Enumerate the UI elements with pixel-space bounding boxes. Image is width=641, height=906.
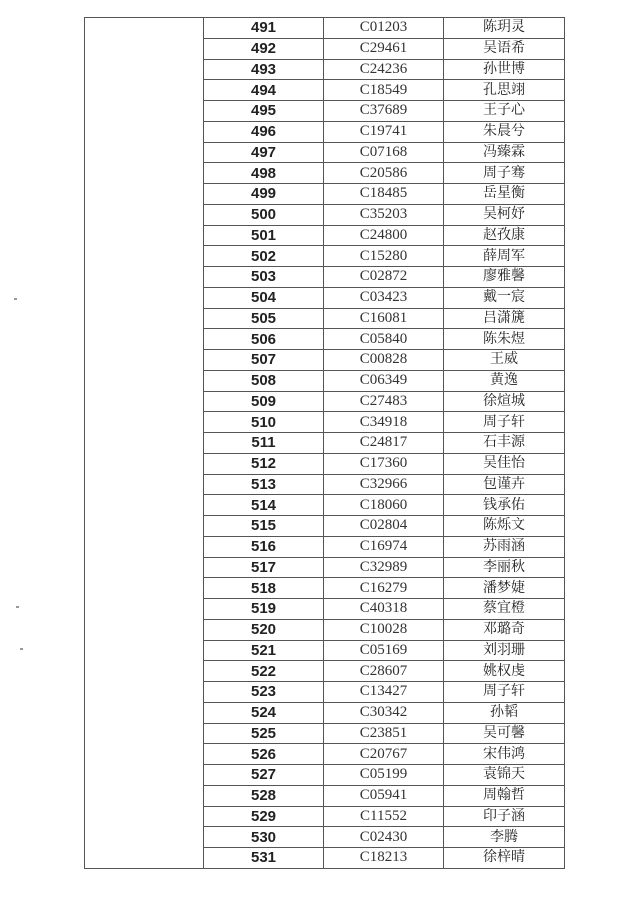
row-number: 493 — [204, 59, 324, 80]
student-name: 孙世博 — [444, 59, 565, 80]
student-name: 孙韬 — [444, 702, 565, 723]
candidate-code: C30342 — [324, 702, 444, 723]
student-name: 刘羽珊 — [444, 640, 565, 661]
candidate-code: C24236 — [324, 59, 444, 80]
student-name: 赵孜康 — [444, 225, 565, 246]
student-name: 陈朱煜 — [444, 329, 565, 350]
candidate-code: C27483 — [324, 391, 444, 412]
row-number: 526 — [204, 744, 324, 765]
row-number: 528 — [204, 785, 324, 806]
candidate-code: C06349 — [324, 370, 444, 391]
row-number: 508 — [204, 370, 324, 391]
candidate-code: C03423 — [324, 287, 444, 308]
candidate-code: C29461 — [324, 38, 444, 59]
student-name: 陈玥灵 — [444, 18, 565, 39]
student-name: 孔思翊 — [444, 80, 565, 101]
row-number: 510 — [204, 412, 324, 433]
row-number: 517 — [204, 557, 324, 578]
candidate-code: C34918 — [324, 412, 444, 433]
row-number: 504 — [204, 287, 324, 308]
candidate-code: C18060 — [324, 495, 444, 516]
student-name: 吕潇篪 — [444, 308, 565, 329]
student-name: 王威 — [444, 350, 565, 371]
row-number: 491 — [204, 18, 324, 39]
student-name: 姚权虔 — [444, 661, 565, 682]
row-number: 531 — [204, 848, 324, 869]
candidate-code: C18549 — [324, 80, 444, 101]
candidate-code: C40318 — [324, 599, 444, 620]
student-name: 陈烁文 — [444, 516, 565, 537]
candidate-code: C35203 — [324, 204, 444, 225]
candidate-code: C23851 — [324, 723, 444, 744]
row-number: 522 — [204, 661, 324, 682]
row-number: 520 — [204, 619, 324, 640]
row-number: 502 — [204, 246, 324, 267]
row-number: 507 — [204, 350, 324, 371]
student-name: 吴可馨 — [444, 723, 565, 744]
student-name: 吴语希 — [444, 38, 565, 59]
student-name: 苏雨涵 — [444, 536, 565, 557]
student-list-table — [84, 17, 565, 869]
candidate-code: C20586 — [324, 163, 444, 184]
candidate-code: C20767 — [324, 744, 444, 765]
student-name: 钱承佑 — [444, 495, 565, 516]
student-name: 印子涵 — [444, 806, 565, 827]
candidate-code: C02430 — [324, 827, 444, 848]
student-name: 李腾 — [444, 827, 565, 848]
row-number: 505 — [204, 308, 324, 329]
row-number: 512 — [204, 453, 324, 474]
candidate-code: C28607 — [324, 661, 444, 682]
blank-merged-cell — [85, 18, 204, 869]
student-name: 王子心 — [444, 101, 565, 122]
student-name: 蔡宜橙 — [444, 599, 565, 620]
row-number: 521 — [204, 640, 324, 661]
student-name: 周翰哲 — [444, 785, 565, 806]
row-number: 503 — [204, 267, 324, 288]
student-name: 周子轩 — [444, 412, 565, 433]
row-number: 499 — [204, 184, 324, 205]
candidate-code: C02872 — [324, 267, 444, 288]
candidate-code: C24800 — [324, 225, 444, 246]
scan-speck — [14, 298, 17, 300]
candidate-code: C32966 — [324, 474, 444, 495]
student-name: 戴一宸 — [444, 287, 565, 308]
candidate-code: C02804 — [324, 516, 444, 537]
student-name: 冯臻霖 — [444, 142, 565, 163]
row-number: 527 — [204, 765, 324, 786]
student-name: 徐煊城 — [444, 391, 565, 412]
candidate-code: C24817 — [324, 433, 444, 454]
candidate-code: C16279 — [324, 578, 444, 599]
student-name: 岳星衡 — [444, 184, 565, 205]
scan-speck — [20, 648, 23, 650]
candidate-code: C05941 — [324, 785, 444, 806]
student-name: 薛周军 — [444, 246, 565, 267]
student-name: 宋伟鸿 — [444, 744, 565, 765]
candidate-code: C05199 — [324, 765, 444, 786]
candidate-code: C00828 — [324, 350, 444, 371]
row-number: 506 — [204, 329, 324, 350]
candidate-code: C07168 — [324, 142, 444, 163]
row-number: 524 — [204, 702, 324, 723]
candidate-code: C05169 — [324, 640, 444, 661]
scan-speck — [16, 606, 19, 608]
row-number: 500 — [204, 204, 324, 225]
row-number: 513 — [204, 474, 324, 495]
candidate-code: C05840 — [324, 329, 444, 350]
row-number: 523 — [204, 682, 324, 703]
row-number: 496 — [204, 121, 324, 142]
student-name: 朱晨兮 — [444, 121, 565, 142]
candidate-code: C37689 — [324, 101, 444, 122]
candidate-code: C18485 — [324, 184, 444, 205]
row-number: 519 — [204, 599, 324, 620]
student-name: 周子骞 — [444, 163, 565, 184]
candidate-code: C32989 — [324, 557, 444, 578]
student-name: 吴佳怡 — [444, 453, 565, 474]
row-number: 518 — [204, 578, 324, 599]
student-name: 廖雅馨 — [444, 267, 565, 288]
row-number: 529 — [204, 806, 324, 827]
candidate-code: C10028 — [324, 619, 444, 640]
row-number: 501 — [204, 225, 324, 246]
student-name: 吴柯妤 — [444, 204, 565, 225]
student-name: 石丰源 — [444, 433, 565, 454]
candidate-code: C16974 — [324, 536, 444, 557]
row-number: 494 — [204, 80, 324, 101]
row-number: 495 — [204, 101, 324, 122]
candidate-code: C16081 — [324, 308, 444, 329]
student-name: 周子轩 — [444, 682, 565, 703]
row-number: 498 — [204, 163, 324, 184]
candidate-code: C19741 — [324, 121, 444, 142]
candidate-code: C11552 — [324, 806, 444, 827]
student-name: 徐梓晴 — [444, 848, 565, 869]
row-number: 497 — [204, 142, 324, 163]
row-number: 516 — [204, 536, 324, 557]
student-name: 潘梦婕 — [444, 578, 565, 599]
row-number: 509 — [204, 391, 324, 412]
student-name: 邓璐奇 — [444, 619, 565, 640]
candidate-code: C18213 — [324, 848, 444, 869]
student-name: 包谨卉 — [444, 474, 565, 495]
candidate-code: C15280 — [324, 246, 444, 267]
student-name: 黄逸 — [444, 370, 565, 391]
student-name: 袁锦天 — [444, 765, 565, 786]
row-number: 530 — [204, 827, 324, 848]
candidate-code: C01203 — [324, 18, 444, 39]
row-number: 492 — [204, 38, 324, 59]
candidate-code: C17360 — [324, 453, 444, 474]
student-name: 李丽秋 — [444, 557, 565, 578]
row-number: 515 — [204, 516, 324, 537]
table-row — [85, 18, 565, 39]
row-number: 511 — [204, 433, 324, 454]
row-number: 514 — [204, 495, 324, 516]
candidate-code: C13427 — [324, 682, 444, 703]
row-number: 525 — [204, 723, 324, 744]
